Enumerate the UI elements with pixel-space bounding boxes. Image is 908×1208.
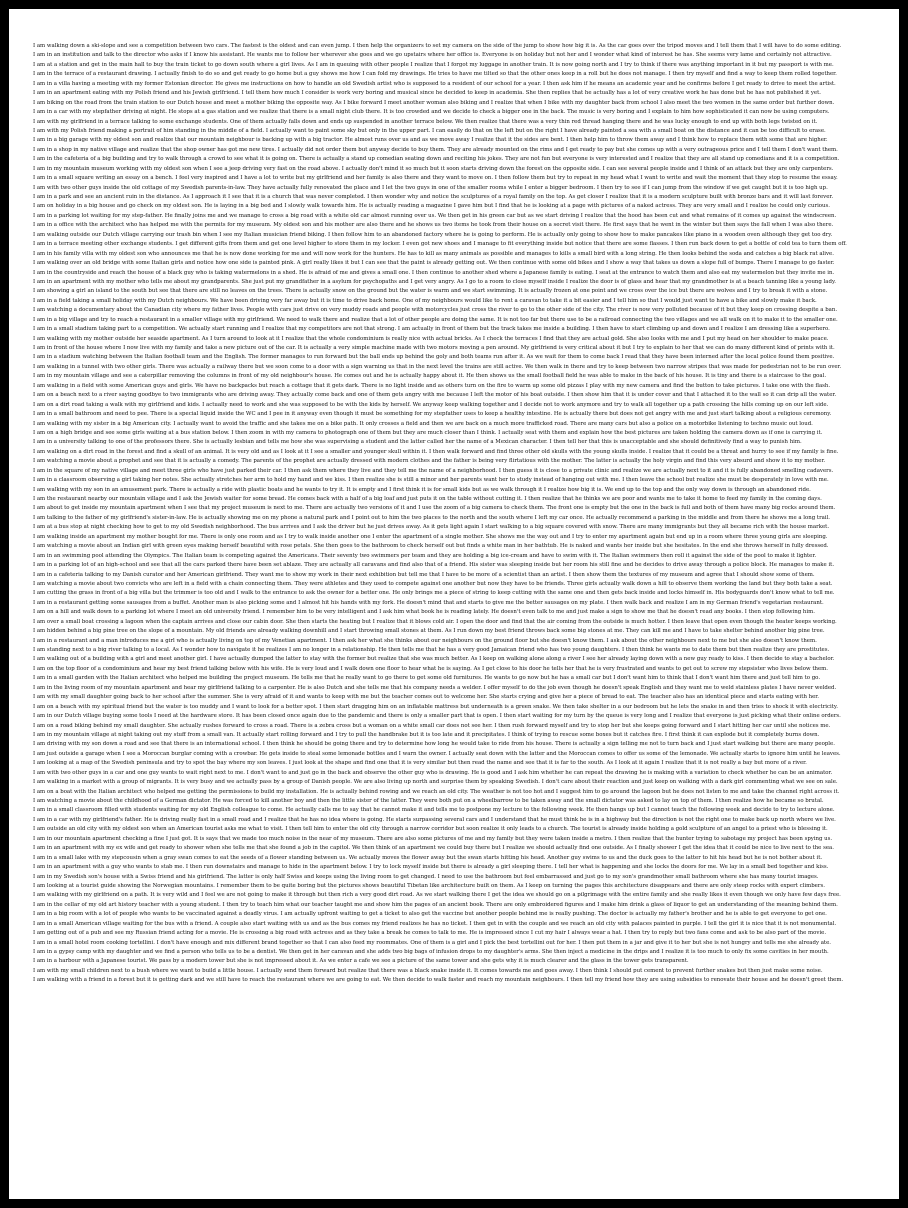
entry-line: I am about to get inside my mountain apartment when I see that my project museum is next to me. There are actually two versions of it and I use the zoom of a big camera to check them. The front one is empty but the one in the back is full and both of them have many big rocks around them. xyxy=(33,505,836,512)
entry-line: I am in a big garage with my oldest son and realize that our mountain neighbour is backing up with a big tractor. He almost runs over us and as we move away I realize that it the sides are bent. I then help him to throw them away and I think how to replace them with some that are higher. xyxy=(33,137,828,144)
entry-line: I am on a high bridge and see some girls waiting at a bus station below. I then zoom in with my camera to photograph one of them but they are much closer than I think. I actually seat with them and explain how the best pictures are taken holding the camera down as if one is carrying it. xyxy=(33,429,823,436)
entry-line: I am on a beach with my spiritual friend but the water is too muddy and I want to look for a better spot. I then start dragging him on an inflatable mattress but underneath is a green snake. We then take shelter in a our bedroom but he lets the snake in and then tries to shock it with electricity. xyxy=(33,703,838,710)
entry-line: I am getting out of a pub and see my Russian friend acting for a movie. He is crossing a big road with actress and as they take a break he comes to talk to me. He is impressed since I cut my hair I always wear a hat. I then try to reply but two fans come and ask to be also part of the movie. xyxy=(33,930,827,937)
entry-line: I am in an apartment with my ex wife and get ready to shower when she tells me that she found a job in the capitol. We then think of an apartment we could buy there but I realize we should actually find one outside. As I finally shower I get the idea that it could be nice to live next to the sea. xyxy=(33,845,834,852)
entry-line: I am in our Dutch village buying some tools I need at the hardware store. It has been closed once again due to the pandemic and there is only a smaller part that is open. I then start waiting for my turn by the queue is very long and I realize that everyone is just picking what their online orders. xyxy=(33,713,841,720)
entry-line: I am walking in a market with a group of migrants. It is very busy and we actually pass by a group of Danish people. We are also living up north and surprise them by speaking Swedish. I don't care about their reaction and just keep on walking with a dark girl commenting what we see on sale. xyxy=(33,779,838,786)
entry-line: I am in a small lake with my stepcousin when a gray swan comes to eat the seeds of a flower standing between us. We actually moves the flower away but the swan starts hitting his head. Another guy swims to us and the duck goes to the latter to hit his head but he is not bother about it. xyxy=(33,854,823,861)
entry-line: I am in my mountain village and see a caterpillar removing the columns in front of my old neighbour's house. He comes out and he is actually happy about it. He then shows us the small football field he was able to make in the back of his house. It is tiny and there is a staircase to the goal. xyxy=(33,373,827,380)
entry-line: I am in my mountain village at night taking out my stuff from a small van. It actually start rolling forward and I try to pull the handbrake but it is too late and it precipitates. I think of trying to rescue some boxes but it catches fire. I first think it can explode but it completely burns down. xyxy=(33,731,820,738)
entry-line: I am in a small classroom filled with students waiting for my old English colleague to come. He actually calls me to say that he cannot make it and tells me to postpone my lecture to the following week. He then hangs up but I cannot teach the following week and decide to try to lecture alone. xyxy=(33,807,835,814)
entry-line: I am in my mountain museum working with my oldest son when I see a jeep driving very fast on the road above. I actually don't mind it so much but it soon starts driving down the forest on the opposite side. I can see several people inside and I think of an attack but they are only carpenters. xyxy=(33,165,834,172)
entry-line: I am in a small square writing an essay on a bench. I feel very inspired and I have a lot to write but my girlfriend and her family is also there and they want to move on. I then follow them but try to repeat in my head what I want to write and wait the moment that they stop to resume the essay. xyxy=(33,175,838,182)
entry-line: I am driving with my son down a road and see that there is an international school. I then think he should be going there and try to determine how long he would take to ride from his house. There is actually a sign telling me not to turn back and I just start walking but there are many people. xyxy=(33,741,835,748)
entry-line: I am at a bus stop at night checking how to get to my old Swedish neighborhood. The bus arrives and I ask the driver but he just drives away. As it gets light again I start walking to a big square covered with snow. There are many immigrants but they all became rich with the house market. xyxy=(33,524,830,531)
entry-line: I am walking with a friend in a forest but it is getting dark and we still have to reach the restaurant where we are going to eat. We then decide to walk faster and reach my mountain neighbours. I then tell my friend how they are using subsidies to renovate their house and he doesn't greet them. xyxy=(33,977,844,984)
entry-line: I am walking on a dirt road in the forest and find a skull of an animal. It is very old and as I look at it I see a smaller and younger skull within it. I then walk forward and find three other old skulls with the young skulls inside. I realize that it could be a threat and hurry to see if my family is fine. xyxy=(33,448,839,455)
entry-line: I am walking down a ski-slope and see a competition between two cars. The fastest is the oldest and can even jump. I then help the organizers to set my camera on the side of the jump to show how big it is. As the car goes over the tripod moves and I tell them that I will have to do some editing. xyxy=(33,43,842,49)
entry-line: I am on a dirt road taking a walk with my girlfriend and kids. I actually need to work and she was supposed to be with the kids by herself. We anyway keep walking together and I decide not to work anymore and try to walk all together up a path crossing the hills coming up on our left side. xyxy=(33,401,829,408)
entry-line: I am in a stadium watching between the Italian football team and the English. The former manages to run forward but the ball ends up behind the goly and both teams run after it. As we wait for them to come back I read that they have been interned after the local police found them positive. xyxy=(33,354,835,361)
entry-line: I am on the top floor of a condominium and hear my best friend talking below with his wife. He is very loud and I walk down one floor to hear what he is saying. As I get close to his door he tells her that he is very frustrated and wants to get out to screw my stepsister who lives below them. xyxy=(33,665,828,672)
entry-line: I am with two other guys inside the old cottage of my Swedish parents-in-law. They have actually fully renovated the place and I let the two guys in one of the smaller rooms while I enter a bigger bedroom. I then try to see if I can jump from the window if we get caught but it is too high up. xyxy=(33,184,828,191)
entry-line: I am walking in a field with some American guys and girls. We have no backpacks but reach a cottage that it gets dark. There is no light inside and as others turn on the fire to warm up some old pizzas I play with my new camera and find the button to take pictures. I take one with the flash. xyxy=(33,382,831,389)
entry-line: I am in a classroom observing a girl taking her notes. She actually stretches her arm to hold my hand and we kiss. I then realize she is still a minor and her parents want her to study instead of hanging out with me. I then leave the school but realize she must be desperately in love with me. xyxy=(33,477,829,484)
entry-line: I am in a office with the architect who has helped me with the permits for my museum. My oldest son and his mother are also there and he shows us two items he took from their house on a secret visit there. He first says that he went in the winter but then says the fall when I was also there. xyxy=(33,222,834,229)
entry-line: I am in a cafeteria talking to my Danish curator and her American girlfriend. They want me to show my work in their next exhibition but tell me that I have to be more of a scientist than an artist. I then show them the textures of my museum and agree that I should show some of them. xyxy=(33,571,815,578)
entry-line: I am watching a movie about a prophet and see that it is actually a comedy. The parents of the prophet are actually dressed with modern clothes and the father is being very flirtatious with the mother. The latter is actually the holy virgin and find this very absurd and show it to my mother. xyxy=(33,458,826,465)
entry-line: I am on a hill and walk down to a parking lot where I meet an old university friend. I remember him to be very intelligent and I ask him what book he is reading lately. He doesn't even talk to me and just make a sign to show me that he doesn't read any books. I then stop following him. xyxy=(33,609,815,616)
entry-line: I am in a gypsy camp with my daughter and we find a person who tells us to be a dentist. We then get in her caravan and she adds two big bags of infusion drops to my daughter's arms. She then inject a medicine in the drips and I realize it is too much to only fix some cavities in her mouth. xyxy=(33,949,829,955)
entry-line: I am walking over an old bridge with some Italian girls and notice how one side is painted pink. A girl really likes it but I can see that the paint is already getting out. We then continue with some old bikes and I show a way that takes us down a slope full of bumps. There I manage to go faster. xyxy=(33,260,835,267)
entry-line: I am with my small daughter going back to her school after the summer. She is very afraid of it and wants to keep with me but the teacher comes out to welcome her. She starts crying and give her a piece of bread to eat. The teacher also has an identical piece and starts eating with her. xyxy=(33,694,819,701)
entry-line: I am showing a girl an island to the south but see that there are still no leaves on the trees. There is actually snow on the ground but the water is warm and we start swimming. It is actually frozen at one point and we cross over the ice but there are wolves and I try to break it with a stone. xyxy=(33,288,828,295)
entry-line: I am with my Polish friend making a portrait of him standing in the middle of a field. I actually want to paint some sky but only in the upper part. I can easily do that on the left but on the right I have already painted a sea with a small boat on the distance and it can be too difficult to erase. xyxy=(33,127,826,134)
entry-line: I am in a restaurant and a man introduces me a girl who is actually living on top of my Venetian apartment. I then ask her what she thinks about our neighbours on the ground floor but she doesn't know them. I ask about the other neighbours next to me but she also doesn't know them. xyxy=(33,637,817,644)
entry-line: I am in a car with my girlfriend's father. He is driving really fast in a small road and I realize that he has no idea where is going. He starts surpassing several cars and I understand that he must think he is in a highway but the direction is not the right one to make back up north where we live. xyxy=(33,816,836,823)
entry-line: I am in a villa having a meeting with my former Estonian director. He gives me instructions on how to handle an old Swedish artist who is supposed to a resident of our school for a year. I then ask him if he means an academic year and he confirms before I get ready to drive to meet the artist. xyxy=(33,80,836,87)
entry-list xyxy=(33,42,885,986)
entry-line: I am in an institution and talk to the director who asks if I know his assistant. He wants me to follow her wherever she goes and we go upstairs where her office is. Everyone is on holiday but not her and I wonder what kind of interest he has. She seems very lame and certainly not attractive. xyxy=(33,52,832,59)
entry-line: I am talking to the father of my girlfriend's sister-in-law. He is actually showing me on my phone a natural park and I point out to him the two places to the north and the south where I left my car once. He actually recommend a parking in the middle and from there he shows me a long trail. xyxy=(33,514,831,521)
entry-line: I am in a small garden with the Italian architect who helped me building the project museum. He tells me that he really want to go there to get some old furnitures. He wants to go now but he has a small car but I don't want him to think that I don't want him there and just tell him to go. xyxy=(33,675,821,682)
entry-line: I am in a parking lot waiting for my step-father. He finally joins me and we manage to cross a big road with a white old car almost running over us. We then get in his green car but as we start driving I realize that the hood has been cut and what remains of it comes up against the windscreen. xyxy=(33,212,837,219)
entry-line: I am the restaurant nearby our mountain village and I ask the Jewish waiter for some bread. He comes back with a half of a big loaf and just puts it on the table without cutting it. I then realize that he thinks we are poor and wants me to take it home to feed my family in the coming days. xyxy=(33,496,822,502)
entry-line: I am in an apartment eating with my Polish friend and his Jewish girlfriend. I tell them how much I consider is work very boring and musical since he decided to keep in academia. She then replies that he actually has a lot of very creative work he has done but he has not published it yet. xyxy=(33,90,821,97)
entry-line: I am looking at a map of the Swedish peninsula and try to spot the bay where my son leaves. I just look at the shape and find one that it is very similar but then read the name and see that it is far to the south. As I look at it again I realize that it is not really a bay but more of a river. xyxy=(33,760,807,767)
entry-line: I am with two other guys in a car and one guy wants to wait right next to me. I don't want to and just go in the back and observe the other guy who is drawing. He is good and I ask him whether he can repeat the drawing he is making with a variation to check whether he can be an animator. xyxy=(33,769,833,776)
entry-line: I am biking on the road from the train station to our Dutch house and meet a mother biking the opposite way. As I bike forward I meet another woman also biking and I realize that when I bike with my daughter back from school I also meet the two women in the same order but further down. xyxy=(33,99,835,106)
entry-line: I am just outside a garage when I see a Moroccan burglar coming with a crowbar. He gets inside to steal some lemonade bottles and I warn the owner. I actually seat down with the latter and the Moroccan comes to offer us some of the lemonade. We actually starts to ignore him until he leaves. xyxy=(33,750,841,757)
entry-line: I am in the terrace of a restaurant drawing. I actually finish to do so and get ready to go home but a guy shows me how I can fold my drawings. He tries to have me tilted so that the other ones keep in a roll but he does not manage. I then try myself and find a way to keep them rolled together. xyxy=(33,71,837,78)
entry-line: I am walking outside our Dutch village carrying our trash bin when I see my Italian musician friend biking. I then follow him to an abandoned factory where he is going to perform. He is actually only going to show how to make pancakes like piano in a wooden oven although they get too dry. xyxy=(33,231,833,238)
entry-line: I am cutting the grass in front of a big villa but the trimmer is too old and I walk to the entrance to ask the owner for a better one. He only brings me a piece of string to keep cutting with the same one and then gets back inside and locks himself in. His bodyguards don't know what to tell me. xyxy=(33,590,835,597)
entry-line: I am in a small American village waiting for the bus with a friend. A couple also start waiting with us and as the bus comes my friend realizes he has no ticket. I then get in with the couple and we reach an old city with palaces painted in purple. I tell the girl it is nice that it is not monumental. xyxy=(33,920,837,927)
entry-line: I am in his family villa with my oldest son who announces me that he is now done working for me and will now work for the hunters. He has to kill as many animals as possible and manages to kills a small bird with a long string. He then looks behind the soda and catches a big black rat alive. xyxy=(33,250,834,257)
entry-line: I am in a car with my stepfather driving at night. He stops at a gas station and we realize that there is a small night club there. It is too crowded and we decide to check a bigger one in the back. The music is very boring and I explain to him how sophisticated it can now be using computers. xyxy=(33,109,830,116)
entry-line: I am in my Swedish son's house with a Swiss friend and his girlfriend. The latter is only half Swiss and keeps using the living room to get changed. I need to use the bathroom but feel embarrassed and just go to my son's grandmother small bathroom where she has many tourist images. xyxy=(33,873,819,880)
entry-line: I am in an apartment with my mother who tells me about my grandparents. She just put my grandfather in a asylum for psychopaths and I get very angry. As I go to a room to close myself inside I realize the door is of glass and hear that my grandmother is at a beach tanning like a young lady. xyxy=(33,278,837,285)
entry-line: I am watching a movie about two convicts who are left in a field with a chain connecting them. They were athletes and they used to compete against one another but now they have to be friends. Three girls actually walk down a hill to observe them working the land but they both take a seat. xyxy=(33,580,833,587)
entry-line: I am in a parking lot of an high-school and see that all the cars parked there have been set ablaze. They are actually all caravans and find also that of a friend. His sister was sleeping inside but her room his still fine and he decides to drive away through a police block. He manages to make it. xyxy=(33,562,835,569)
entry-line: I am with my small children next to a bush where we want to build a little house. I actually send them forward but realize that there was a black snake inside it. It comes towards me and goes away. I then think I should put cement to prevent further snakes but then just make some noise. xyxy=(33,967,823,974)
entry-line: I am walking with my mother outside her seaside apartment. As I turn around to look at it I realize that the whole condominium is really nice with actual bricks. As I check the terraces I find that they are actual gold. She also looks with me and I put my head on her shoulder to make peace. xyxy=(33,335,829,342)
entry-line: I am watching a movie about the childhood of a German dictator. He was forced to kill another boy and then the little sister of the latter. They were both put on a wheelbarrow to be taken away and the small dictator was asked to lay on top of them. I then realize how he became so brutal. xyxy=(33,798,824,804)
entry-line: I am in a small hotel room cooking tortellini. I don't have enough and mix different brand together so that I can also feed my roommates. One of them is a girl and I pick the best tortellini out for her. I then put them in a jar and give it to her but she is not hungry and tells me she already ate. xyxy=(33,939,832,946)
entry-line: I am walking with my sister in a big American city. I actually want to avoid the traffic and she takes me on a bike path. It only crosses a field and then we are back on a much more trafficked road. There are many cars but also a police on a motorbike listening to techno music out loud. xyxy=(33,420,813,427)
entry-line: I am in the square of my native village and meet three girls who have just parked their car. I then ask them where they live and they tell me the name of a neighborhood. I then guess it is close to a private clinic and realize we are actually next to it and it is fully abandoned smelling cadavers. xyxy=(33,467,834,474)
entry-line: I am walking with my girlfriend on a path. It is very wild and I feel we are not going to make it through but then rich a very good dirt road. As we start walking there I get the idea we should go on a pilgrimage with the entire family and she really likes it even though we only have few days free. xyxy=(33,892,841,899)
entry-line: I am in a university talking to one of the professors there. She is actually lesbian and tells me how she was supervising a student and the latter called her the name of a Mexican character. I then tell her that this is unacceptable and she should definitively find a way to punish him. xyxy=(33,439,802,446)
entry-line: I am walking out of a building with a girl and meet another girl. I have actually dumped the latter to stay with the former but realize that she was much better. As I keep on walking alone along a river I see her already laying down with a new guy ready to kiss. I then decide to stay a bachelor. xyxy=(33,656,835,663)
entry-line: I am hidden behind a big pine tree on the slope of a mountain. My old friends are already walking downhill and I start throwing small stones at them. As I run down my best friend throws back some big stones at me. They can kill me and I have to take shelter behind another big pine tree. xyxy=(33,628,825,635)
entry-line: I am at a station and get in the main hall to buy the train ticket to go down south where a girl lives. As I am in queuing with other people I realize that I forgot my luggage in another train. It is now going north and I try to think if there was anything important in it but my passport is with me. xyxy=(33,61,834,68)
entry-line: I am walking with my son in an amusement park. There is actually a ride with plastic boats and he wants to try it. It is empty and I first think it is for small kids but as we walk through it I realize how big it is. We end up to the top and the only way down is through an abandoned ride. xyxy=(33,486,811,493)
entry-line: I am on a boat with the Italian architect who helped me getting the permissions to build my installation. He is actually behind rowing and we reach an old city. The weather is not too hot and I suggest him to go around the lagoon but he does not listen to me and take the channel right across it. xyxy=(33,788,840,795)
entry-line: I am in a restaurant getting some sausages from a buffet. Another man is also picking some and I almost hit his hands with my fork. He doesn't mind that and starts to give me the better sausages on my plate. I then walk back and realize I am in my German friend's vegetarian restaurant. xyxy=(33,599,824,606)
document-page xyxy=(9,9,899,1199)
entry-line: I am in the cafeteria of a big building and try to walk through a crowd to see what it is going on. There is actually a stand up comedian seating down and reciting his jokes. They are not fun but everyone is very interested and I realize that they are all stand up comedians and it is a competition. xyxy=(33,156,840,163)
entry-line: I am in a big village and try to reach a restaurant in a smaller village with my girlfriend. We need to walk there and realize that a lot of other people are doing the same. It is not too far but there use to be a railroad connecting the two villages and we all walk on it to make it to the smaller one. xyxy=(33,316,838,323)
entry-line: I am in a small bathroom and need to pee. There is a special liquid inside the WC and I pee in it anyway even though it must be something for my stepfather uses to keep a healthy intestine. He is actually there but does not get angry with me and just start talking about a religious ceremony. xyxy=(33,411,832,418)
entry-line: I am in a terrace meeting other exchange students. I get different gifts from them and get one level higher to store them in my locker. I even got new shoes and I manage to fit everything inside but notice that there are some flasses. I then run back down to get a bottle of cold tea to turn them off. xyxy=(33,241,847,248)
entry-line: I am standing next to a big river talking to a local. As I wonder how to navigate it he realizes I am no longer in a relationship. He then tells me that he has a very good Jamaican friend who has two young daughters. I then think he wants me to date them but then realize they are prostitutes. xyxy=(33,647,830,653)
entry-line: I am watching a documentary about the Canadian city where my father lives. People with cars just drive on very muddy roads and people with motorcycles just cross the river to go to the other side of the city. The river is now very polluted because of it but they keep on crossing despite a ban. xyxy=(33,307,838,314)
entry-line: I am looking at a tourist guide showing the Norwegian mountains. I remember them to be quite boring but the pictures shows beautiful Tibetan like architecture built on them. As I keep on turning the pages this architecture disappears and there are only steep rocks with expert climbers. xyxy=(33,882,825,889)
entry-line: I am on a beach next to a river saying goodbye to two immigrants who are driving away. They actually come back and one of them gets angry with me because I left the motor of his boat outside. I then show him that it is under cover and that I attached it to the wall so it can drip all the water. xyxy=(33,392,837,399)
entry-line: I am in a big room with a lot of people who wants to be vaccinated against a deadly virus. I am actually upfront waiting to get a ticket to also get the vaccine but another people behind me is really pushing. The doctor is actually my father's brother and he is able to get everyone to get one. xyxy=(33,911,827,918)
entry-line: I am in the countryside and reach the house of a black guy who is taking watermelons in a shed. He is afraid of me and gives a small one. I then continue to another shed where a Japanese family is eating. I seat at the entrance to watch them and also eat my watermelon but they invite me in. xyxy=(33,269,835,276)
entry-line: I am in the cellar of my old art history teacher with a young student. I then try to teach him what our teacher taught me and show him the pages of an ancient book. There are only embroidered figures and I make him drink a glass of liquor to get an understanding of the meaning behind them. xyxy=(33,901,838,908)
entry-line: I am in an apartment with a guy who wants to stab me. I then run downstairs and manage to hide in the apartment below. I try to lock myself inside but there is already a girl sleeping there. I tell her what is happening and she locks the doors for me. We lay in a small bed together and kiss. xyxy=(33,864,829,871)
entry-line: I am in a shop in my native village and realize that the shop owner has got me new tires. I actually did not order them but anyway decide to buy them. They are already mounted on the rims and I get ready to pay but she comes up with a very outrageous price and I tell them I don't want them. xyxy=(33,146,838,153)
entry-line: I am in the living room of my mountain apartment and hear my girlfriend talking to a carpenter. He is also Dutch and she tells me that his company needs a welder. I offer myself to do the job even though he doesn't speak English and they want me to weld stainless plates I have never welded. xyxy=(33,684,837,691)
entry-line: I am in a harbour with a Japanese tourist. We pass by a modern tower but she is not impressed about it. As we enter a cafe we see a picture of the same tower and she gets why it is much clearer and the glass in the tower gets transparent. xyxy=(33,958,689,965)
entry-line: I am over a small boat crossing a lagoon when the captain arrives and close our cabin door. She then starts the heating but I realize that it blows cold air. I open the door and find that the air coming from the outside is much hotter. I then leave that open even though the heater keeps working. xyxy=(33,618,837,625)
entry-line: I am in our mountain apartment checking a fine I just got. It is says that we made too much noise in the near of my museum. There are also some pictures of me and my family but they were taken inside a metro. I then realize that the hunter trying to sabotage my project has been spying us. xyxy=(33,835,833,842)
entry-line: I am in a field taking a small holiday with my Dutch neighbours. We have been driving very far away but it is time to drive back home. One of my neighbours would like to rent a caravan to take it a bit easier and I tell him so that I would just want to have a bike and slowly make it back. xyxy=(33,297,817,304)
entry-line: I am in a park and see an ancient ruin in the distance. As I approach it I see that it is a church that was never completed. I then wonder why and notice the sculptures of a royal family on the top. As get closer I realize that it is a modern sculpture built with bronze bars and it will last forever. xyxy=(33,194,834,200)
entry-line: I am on a road biking behind my small daughter. She actually rushes forward to cross a road. There is a zebra cross but a woman on a white small car does not see her. I then rush forward myself and try to stop her but she keeps going forward and I start hitting her car until she notices me. xyxy=(33,722,831,729)
entry-line: I am on holiday in a big house and go check on my oldest son. He is laying in a big bed and I slowly walk towards him. He is actually reading a magazine I gave him but I find that he is looking at a page with pictures of a naked actress. They are very small and I realize he could only curious. xyxy=(33,203,830,210)
entry-line: I am in a small stadium taking part to a competition. We actually start running and I realize that my competitors are not that strong. I am actually in front of them but the track takes me inside a building. I then have to start climbing up and down and I realize I am dressing like a superhero. xyxy=(33,326,830,333)
entry-line: I am in an swimming pool attending the Olympics. The Italian team is competing against the Americans. Their seventy two swimmers per team and they are holding a big ice-cream and have to swim with it. The Italian swimmers then roll it against the side of the pool to make it lighter. xyxy=(33,552,817,559)
entry-line: I am walking inside an apartment my mother bought for me. There is only one room and as I try to walk inside another one I enter the apartment of a single mother. She shows me the way out and I try to enter my apartment again but end up in a room where three young girls are sleeping. xyxy=(33,533,828,540)
entry-line: I am outside an old city with my oldest son when an American tourist asks me what to visit. I then tell him to enter the old city through a narrow corridor but soon realize it only leads to a church. The tourist is already inside holding a gold sculpture of an angel to a priest who is blessing it. xyxy=(33,826,828,833)
entry-line: I am walking in a tunnel with two other girls. There was actually a railway there but we soon come to a door with a sign warning us that in the next level the trains are still active. We then walk in there and try to keep between two narrow stripes that was made for pedestrian not to be run over. xyxy=(33,363,842,370)
entry-line: I am with my girlfriend in a terrace talking to some exchange students. One of them actually falls down and ends up suspended in another terrace below. We then realize that there was a very thin red thread hanging there and he was lucky enough to end up with both legs twisted on it. xyxy=(33,118,818,125)
entry-line: I am watching a movie about an Indian girl with green eyes making herself beautiful with rose petals. She then goes to the bathroom to check herself out but finds a white man in her bathtub. He is naked and wants her inside but she hesitates. In the end she throws herself in fully dressed. xyxy=(33,543,829,550)
entry-line: I am in front of the house where I now live with my family and take a new picture out of the car. It is actually a very simple machine made with two motors moving a pen around. My girlfriend is very critical about it but I try to explain to her that we can do many different kind of prints with it. xyxy=(33,345,835,351)
